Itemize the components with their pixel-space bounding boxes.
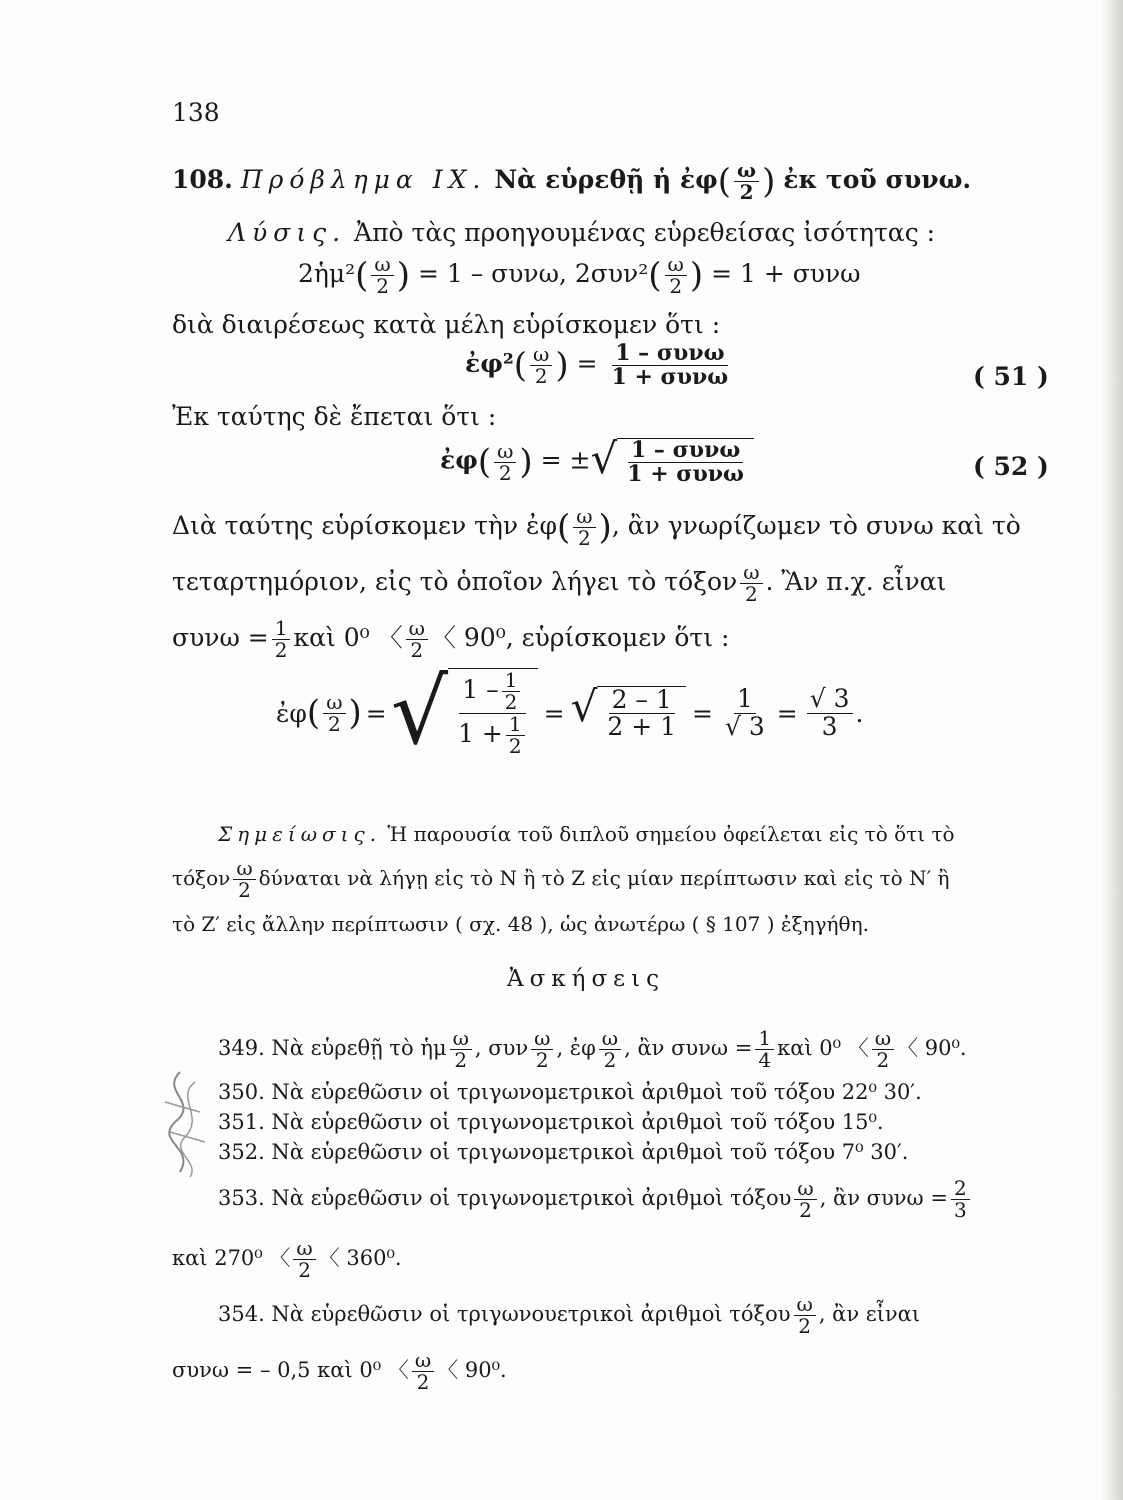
page-number: 138 [172,98,220,127]
page-edge-shadow [1101,0,1123,1500]
exercises-heading: Ἀσκήσεις [507,966,665,992]
paragraph-line-2: τεταρτημόριον, εἰς τὸ ὁποῖον λήγει τὸ τόξον $\frac{\omega}{2}$ . Ἂν π.χ. εἶναι [172,560,947,606]
equation-52: ἐφ( $\frac{\omega}{2}$ ) = ± √ $\frac{\text{1 – συνω}}{\text{1 + συνω}}$ [440,438,754,486]
pencil-scribble-mark [150,1062,220,1182]
exercise-353: 353. Νὰ εὑρεθῶσιν οἱ τριγωνομετρικοὶ ἀριθμοὶ τόξου $\frac{\omega}{2}$ , ἂν συνω = $\frac{2}{3}$ [218,1178,973,1221]
half-angle-identities: 2ἡμ²( $\frac{\omega}{2}$ ) = 1 – συνω, 2συν²( $\frac{\omega}{2}$ ) = 1 + συνω [298,252,861,298]
paragraph-line-1: Διὰ ταύτης εὑρίσκομεν τὴν ἐφ( $\frac{\omega}{2}$ ), ἂν γνωρίζωμεν τὸ συνω καὶ τὸ [172,504,1021,550]
exercise-354: 354. Νὰ εὑρεθῶσιν οἱ τριγωνουετρικοὶ ἀριθμοὶ τόξου $\frac{\omega}{2}$ , ἂν εἶναι [218,1292,921,1338]
exercise-349: 349. Νὰ εὑρεθῇ τὸ ἡμ $\frac{\omega}{2}$ , συν $\frac{\omega}{2}$ , ἐφ $\frac{\omega}{2}$ , ἂν συνω = $\frac{1}{4}$ καὶ 0⁰ 〈 $\frac{\omega}{2}$ 〈 90⁰. [218,1026,967,1072]
note-line-1: Σημείωσις. Ἡ παρουσία τοῦ διπλοῦ σημείου ὀφείλεται εἰς τὸ ὅτι τὸ [218,822,955,846]
solution-intro [228,218,935,247]
equation-51-label: ( 51 ) [973,362,1049,391]
paragraph-line-3: συνω = $\frac{1}{2}$ καὶ 0⁰ 〈 $\frac{\omega}{2}$ 〈 90⁰, εὑρίσκομεν ὅτι : [172,616,730,662]
problem-label: Πρόβλημα ΙΧ. [240,165,487,194]
exercise-352: 352. Νὰ εὑρεθῶσιν οἱ τριγωνομετρικοὶ ἀριθμοὶ τοῦ τόξου 7⁰ 30′. [218,1140,909,1164]
exercise-354-cont: συνω = – 0,5 καὶ 0⁰ 〈 $\frac{\omega}{2}$ 〈 90⁰. [172,1348,507,1394]
follows-text: Ἐκ ταύτης δὲ ἔπεται ὅτι : [172,402,497,431]
problem-statement-a: Νὰ εὑρεθῇ ἡ ἐφ [494,165,718,194]
worked-example: ἐφ ( $\frac{\omega}{2}$ ) = √ 1 – $\frac{1}{2}$ 1 + $\frac{1}{2}$ = √ $\frac{2 - 1}{2 + 1}$ = $\frac{1}{√ 3}$ = $\frac{√ 3}{3}$ . [276,660,864,765]
exercise-353-cont: καὶ 270⁰ 〈 $\frac{\omega}{2}$ 〈 360⁰. [172,1236,402,1282]
note-line-2: τόξον $\frac{\omega}{2}$ δύναται νὰ λήγῃ εἰς τὸ Ν ἢ τὸ Ζ εἰς μίαν περίπτωσιν καὶ εἰς τὸ Ν′ ἢ [172,856,950,902]
equation-51: ἐφ²( $\frac{\omega}{2}$ ) = $\frac{\text{1 – συνω}}{\text{1 + συνω}}$ [465,340,729,391]
solution-intro-text: Ἀπὸ τὰς προηγουμένας εὑρεθείσας ἰσότητας : [354,218,936,247]
frac-omega-2: $\frac{\omega}{2}$ [734,160,759,203]
problem-heading: 108. Πρόβλημα ΙΧ. Νὰ εὑρεθῇ ἡ ἐφ( $\frac{\omega}{2}$ ) ἐκ τοῦ συνω. [172,158,972,204]
exercise-350: 350. Νὰ εὑρεθῶσιν οἱ τριγωνομετρικοὶ ἀριθμοὶ τοῦ τόξου 22⁰ 30′. [218,1080,922,1104]
note-line-3: τὸ Ζ′ εἰς ἄλλην περίπτωσιν ( σχ. 48 ), ὡς ἀνωτέρω ( § 107 ) ἐξηγήθη. [172,912,869,936]
problem-statement-b: ἐκ τοῦ συνω. [783,165,972,194]
problem-number: 108. [172,165,233,194]
exercise-351: 351. Νὰ εὑρεθῶσιν οἱ τριγωνομετρικοὶ ἀριθμοὶ τοῦ τόξου 15⁰. [218,1110,884,1134]
division-text: διὰ διαιρέσεως κατὰ μέλη εὑρίσκομεν ὅτι : [172,310,721,339]
equation-52-label: ( 52 ) [973,452,1049,481]
solution-label: Λύσις. [228,218,347,247]
